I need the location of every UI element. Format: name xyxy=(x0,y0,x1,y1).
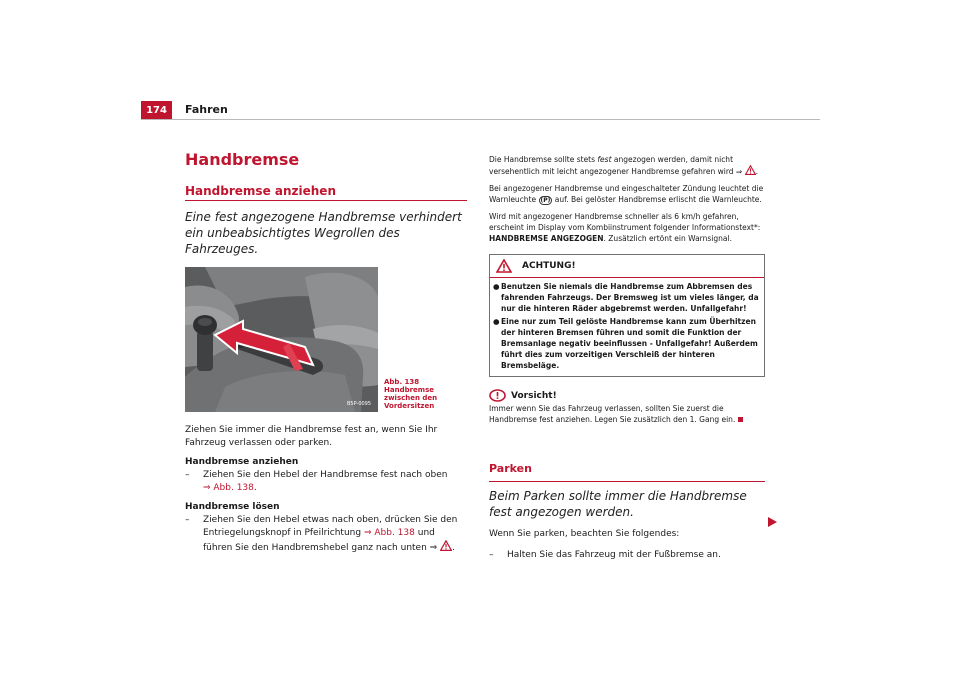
right-column xyxy=(489,154,765,562)
release-text: Ziehen Sie den Hebel etwas nach oben, drücken Sie den Entriegelungsknopf in Pfeilrichtung xyxy=(203,515,458,538)
section-lead: Eine fest angezogene Handbremse verhindert ein unbeabsichtigtes Wegrollen des Fahrzeuges. xyxy=(185,210,462,256)
dash-mark: – xyxy=(185,470,190,480)
warning-bullet-text: Benutzen Sie niemals die Handbremse zum Abbremsen des fahrenden Fahrzeugs. Der Bremsweg ist um vieles länger, da nur die hinteren Räder abgebremst werden. Unfallgefahr! xyxy=(501,282,759,313)
apply-step xyxy=(185,469,467,495)
page-number: 174 xyxy=(141,101,172,119)
warning-body xyxy=(490,278,764,376)
dash-mark: – xyxy=(185,515,190,525)
continue-arrow-icon[interactable] xyxy=(768,517,777,527)
figure-ref-link[interactable]: ⇒ Abb. 138 xyxy=(203,483,254,493)
p2-text-b: auf. Bei gelöster Handbremse erlischt die Warnleuchte. xyxy=(554,195,762,204)
release-text-2: und führen Sie den Handbremshebel ganz nach unten xyxy=(203,528,435,553)
warning-title: ACHTUNG! xyxy=(522,261,576,271)
period: . xyxy=(755,167,758,176)
parken-lead: Beim Parken sollte immer die Handbremse fest angezogen werden. xyxy=(489,489,747,519)
section-title-handbremse-anziehen: Handbremse anziehen xyxy=(185,184,467,201)
warning-triangle-icon xyxy=(496,259,512,273)
intro-paragraph: Ziehen Sie immer die Handbremse fest an, wenn Sie Ihr Fahrzeug verlassen oder parken. xyxy=(185,425,438,448)
section-end-marker xyxy=(738,417,743,422)
caution-text-body: Immer wenn Sie das Fahrzeug verlassen, sollten Sie zuerst die Handbremse fest anziehen. Legen Sie zusätzlich den 1. Gang ein. xyxy=(489,404,736,424)
warning-triangle-icon[interactable] xyxy=(440,540,452,551)
p1-emphasis: fest xyxy=(597,155,612,164)
warning-bullet xyxy=(493,281,761,314)
warning-bullet xyxy=(493,316,761,371)
bullet-icon: ● xyxy=(493,317,500,326)
parken-step-text: Halten Sie das Fahrzeug mit der Fußbremse an. xyxy=(507,550,721,560)
paragraph-3 xyxy=(489,211,765,244)
section-title-parken: Parken xyxy=(489,459,765,482)
chapter-title: Handbremse xyxy=(185,150,300,169)
figure-ref-link[interactable]: ⇒ Abb. 138 xyxy=(363,528,415,538)
caution-icon xyxy=(489,389,506,402)
caution-text xyxy=(489,403,765,425)
warning-triangle-icon[interactable] xyxy=(745,165,756,175)
handbrake-photo xyxy=(185,267,378,412)
period: . xyxy=(253,483,257,493)
bullet-icon: ● xyxy=(493,282,500,291)
ref-arrow: ⇒ xyxy=(429,543,438,553)
apply-text: Ziehen Sie den Hebel der Handbremse fest nach oben xyxy=(203,470,448,480)
warning-header xyxy=(490,255,764,278)
figure-code: B5P-0095 xyxy=(347,401,372,407)
release-step xyxy=(185,514,467,555)
release-step-text xyxy=(203,514,467,555)
brake-warning-lamp-icon: (P) xyxy=(540,197,551,204)
header-rule xyxy=(141,119,820,120)
ref-arrow: ⇒ xyxy=(735,167,743,176)
p1-text-a: Die Handbremse sollte stets xyxy=(489,155,596,164)
warning-box xyxy=(489,254,765,377)
warning-bullet-text: Eine nur zum Teil gelöste Handbremse kann zum Überhitzen der hinteren Bremsen führen und somit die Funktion der Bremsanlage negativ beeinflussen - Unfallgefahr! Außerdem führt dies zum vorzeitigen Verschleiß der hinteren Bremsbeläge. xyxy=(501,317,758,370)
p2-text-a: Bei angezogener Handbremse und eingeschalteter Zündung leuchtet die Warnleuchte xyxy=(489,184,764,204)
parken-intro: Wenn Sie parken, beachten Sie folgendes: xyxy=(489,529,680,539)
release-label: Handbremse lösen xyxy=(185,502,280,512)
paragraph-2 xyxy=(489,183,765,205)
parken-step xyxy=(489,549,765,562)
period: . xyxy=(452,543,455,553)
caution-title: Vorsicht! xyxy=(511,390,557,401)
paragraph-1 xyxy=(489,154,765,177)
running-head: Fahren xyxy=(185,103,228,116)
p3-text-a: Wird mit angezogener Handbremse schneller als 6 km/h gefahren, erscheint im Display vom Kombiinstrument folgender Informationstext*: xyxy=(489,212,761,232)
p3-display-text: HANDBREMSE ANGEZOGEN xyxy=(489,234,604,243)
caution-header xyxy=(489,389,765,402)
apply-step-text xyxy=(203,469,447,495)
apply-label: Handbremse anziehen xyxy=(185,457,299,467)
p1-text-b: angezogen werden, damit nicht versehentlich mit leicht angezogener Handbremse gefahren wird xyxy=(489,155,734,176)
figure-caption: Abb. 138 Handbremse zwischen den Vordersitzen xyxy=(384,378,438,410)
p3-text-b: . Zusätzlich ertönt ein Warnsignal. xyxy=(603,234,732,243)
figure xyxy=(185,267,467,412)
dash-mark: – xyxy=(489,550,494,560)
left-column xyxy=(185,150,467,555)
